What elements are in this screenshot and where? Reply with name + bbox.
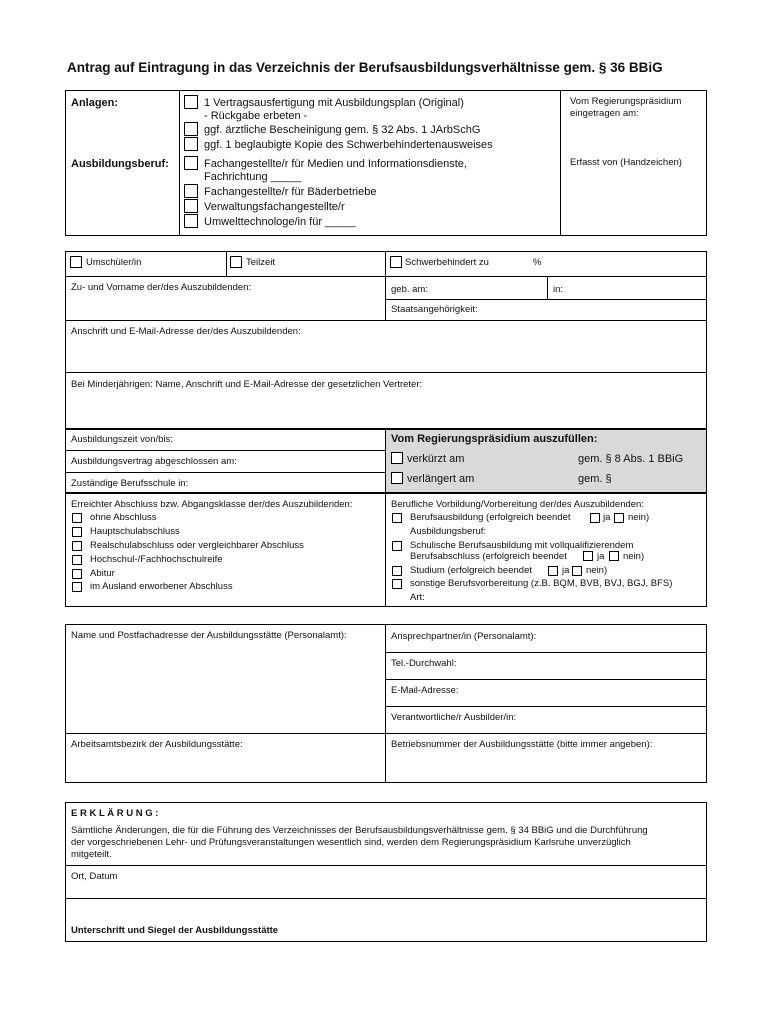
beruf-item-umwelt: Umwelttechnologe/in für _____ <box>204 216 356 228</box>
percent-label: % <box>533 257 542 268</box>
declaration-heading: E R K L Ä R U N G : <box>71 808 159 819</box>
ansprechpartner-label: Ansprechpartner/in (Personalamt): <box>391 631 537 642</box>
checkbox-hochschulreife[interactable] <box>72 555 82 565</box>
ausbilder-label: Verantwortliche/r Ausbilder/in: <box>391 712 517 723</box>
abschluss-realschule: Realschulabschluss oder vergleichbarer Abschluss <box>90 540 304 551</box>
ausbildungsstaette-label: Name und Postfachadresse der Ausbildungsstätte (Personalamt): <box>71 630 347 641</box>
checkbox-schulisch-nein[interactable] <box>609 551 619 561</box>
checkbox-schwerbehindertenausweis[interactable] <box>184 137 198 151</box>
ausbildungszeit-label: Ausbildungszeit von/bis: <box>71 434 173 445</box>
checkbox-hauptschule[interactable] <box>72 527 82 537</box>
staatsangehoerigkeit-label: Staatsangehörigkeit: <box>391 304 478 315</box>
company-section <box>65 624 707 783</box>
declaration-text-1: Sämtliche Änderungen, die für die Führung des Verzeichnisses der Berufsausbildungsverhältnisse gem. § 34 BBiG und die Durchführung <box>71 825 648 836</box>
tel-durchwahl-label: Tel.-Durchwahl: <box>391 658 457 669</box>
checkbox-berufsausbildung[interactable] <box>392 513 402 523</box>
checkbox-sonstige[interactable] <box>392 579 402 589</box>
checkbox-ohne-abschluss[interactable] <box>72 513 82 523</box>
abschluss-hochschulreife: Hochschul-/Fachhochschulreife <box>90 554 223 565</box>
checkbox-schwerbehindert[interactable] <box>390 256 402 268</box>
checkbox-beruf-verwaltung[interactable] <box>184 199 198 213</box>
verlaengert-label: verlängert am <box>407 473 475 485</box>
vorbildung-berufsausbildung: Berufsausbildung (erfolgreich beendet <box>410 512 571 523</box>
ja-label-3: ja <box>562 565 570 576</box>
abschluss-abitur: Abitur <box>90 568 115 579</box>
beruf-item-verwaltung: Verwaltungsfachangestellte/r <box>204 201 345 213</box>
email-label: E-Mail-Adresse: <box>391 685 459 696</box>
anlage-item-1: 1 Vertragsausfertigung mit Ausbildungsplan (Original) <box>204 97 464 109</box>
checkbox-berufsausbildung-nein[interactable] <box>614 513 624 523</box>
anlage-item-2: ggf. ärztliche Bescheinigung gem. § 32 Abs. 1 JArbSchG <box>204 124 481 136</box>
trainee-section <box>65 251 707 429</box>
page-title: Antrag auf Eintragung in das Verzeichnis der Berufsausbildungsverhältnisse gem. § 36 BBiG <box>67 60 663 75</box>
abschluss-hauptschule: Hauptschulabschluss <box>90 526 180 537</box>
nein-label-3: nein) <box>586 565 608 576</box>
anlagen-label: Anlagen: <box>71 97 119 109</box>
ja-label-1: ja <box>603 512 611 523</box>
anlage-item-1b: - Rückgabe erbeten - <box>204 110 308 122</box>
betriebsnummer-label: Betriebsnummer der Ausbildungsstätte (bitte immer angeben): <box>391 739 653 750</box>
anlage-item-3: ggf. 1 beglaubigte Kopie des Schwerbehindertenausweises <box>204 139 493 151</box>
vorbildung-studium: Studium (erfolgreich beendet <box>410 565 532 576</box>
anschrift-label: Anschrift und E-Mail-Adresse der/des Auszubildenden: <box>71 326 301 337</box>
abschluss-ohne: ohne Abschluss <box>90 512 157 523</box>
checkbox-beruf-baeder[interactable] <box>184 184 198 198</box>
checkbox-studium-ja[interactable] <box>548 566 558 576</box>
minderjaehrig-label: Bei Minderjährigen: Name, Anschrift und E-Mail-Adresse der gesetzlichen Vertreter: <box>71 379 423 390</box>
checkbox-schulische-ausbildung[interactable] <box>392 541 402 551</box>
sonstige-art-label: Art: <box>410 592 425 603</box>
rp-panel-header: Vom Regierungspräsidium auszufüllen: <box>391 433 598 445</box>
checkbox-berufsausbildung-ja[interactable] <box>590 513 600 523</box>
checkbox-beruf-medien[interactable] <box>184 156 198 170</box>
checkbox-abitur[interactable] <box>72 569 82 579</box>
rp-eingetragen-label-2: eingetragen am: <box>570 108 639 119</box>
vorbildung-title: Berufliche Vorbildung/Vorbereitung der/des Auszubildenden: <box>391 499 644 510</box>
vorbildung-schulisch: Schulische Berufsausbildung mit vollqualifizierendem <box>410 540 634 551</box>
ja-label-2: ja <box>597 551 605 562</box>
geb-am-label: geb. am: <box>391 284 428 295</box>
beruf-item-medien: Fachangestellte/r für Medien und Informationsdienste, <box>204 158 467 170</box>
verlaengert-ref: gem. § <box>578 473 612 485</box>
beruf-item-baeder: Fachangestellte/r für Bäderbetriebe <box>204 186 377 198</box>
nein-label-2: nein) <box>623 551 645 562</box>
vorbildung-sonstige: sonstige Berufsvorbereitung (z.B. BQM, BVB, BVJ, BGJ, BFS) <box>410 578 673 589</box>
declaration-text-3: mitgeteilt. <box>71 849 112 860</box>
beruf-item-fachrichtung: Fachrichtung _____ <box>204 171 302 183</box>
erfasst-label: Erfasst von (Handzeichen) <box>570 157 682 168</box>
umschueler-label: Umschüler/in <box>86 257 142 268</box>
checkbox-vertragsausfertigung[interactable] <box>184 95 198 109</box>
checkbox-verkuerzt[interactable] <box>391 452 403 464</box>
beruf-label: Ausbildungsberuf: <box>71 158 169 170</box>
verkuerzt-ref: gem. § 8 Abs. 1 BBiG <box>578 453 684 465</box>
declaration-text-2: der vorgeschriebenen Lehr- und Prüfungsveranstaltungen wesentlich sind, werden dem Regierungspräsidium Karlsruhe unverzüglich <box>71 837 631 848</box>
checkbox-beruf-umwelt[interactable] <box>184 214 198 228</box>
arbeitsamtsbezirk-label: Arbeitsamtsbezirk der Ausbildungsstätte: <box>71 739 243 750</box>
rp-eingetragen-label: Vom Regierungspräsidium <box>570 96 682 107</box>
berufsschule-label: Zuständige Berufsschule in: <box>71 478 189 489</box>
signature-label: Unterschrift und Siegel der Ausbildungsstätte <box>71 925 279 936</box>
checkbox-umschueler[interactable] <box>70 256 82 268</box>
checkbox-studium-nein[interactable] <box>572 566 582 576</box>
checkbox-studium[interactable] <box>392 566 402 576</box>
checkbox-aerztliche-bescheinigung[interactable] <box>184 122 198 136</box>
nein-label-1: nein) <box>628 512 650 523</box>
trainee-name-label: Zu- und Vorname der/des Auszubildenden: <box>71 282 252 293</box>
abschluss-ausland: im Ausland erworbener Abschluss <box>90 581 233 592</box>
checkbox-ausland[interactable] <box>72 582 82 592</box>
vertrag-label: Ausbildungsvertrag abgeschlossen am: <box>71 456 237 467</box>
declaration-section <box>65 802 707 942</box>
teilzeit-label: Teilzeit <box>246 257 276 268</box>
ausbildungsberuf-label: Ausbildungsberuf: <box>410 526 487 537</box>
checkbox-realschule[interactable] <box>72 541 82 551</box>
abschluss-title: Erreichter Abschluss bzw. Abgangsklasse der/des Auszubildenden: <box>71 499 353 510</box>
schwerbehindert-label: Schwerbehindert zu <box>405 257 489 268</box>
checkbox-schulisch-ja[interactable] <box>583 551 593 561</box>
verkuerzt-label: verkürzt am <box>407 453 465 465</box>
geb-in-label: in: <box>553 284 564 295</box>
vorbildung-schulisch-2: Berufsabschluss (erfolgreich beendet <box>410 551 567 562</box>
ort-datum-label: Ort, Datum <box>71 871 118 882</box>
checkbox-verlaengert[interactable] <box>391 472 403 484</box>
checkbox-teilzeit[interactable] <box>230 256 242 268</box>
